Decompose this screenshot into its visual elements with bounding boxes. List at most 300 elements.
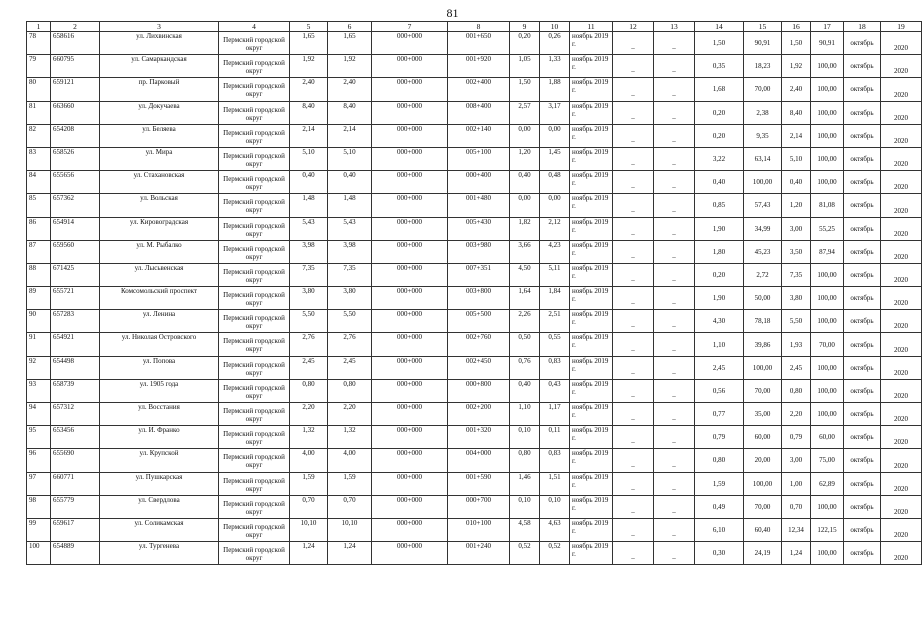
value-17: 100,00 [811,356,844,379]
road-code: 654208 [51,124,100,147]
value-12: – [613,263,654,286]
value-17: 100,00 [811,124,844,147]
row-number: 80 [27,78,51,101]
end-km: 007+351 [448,263,510,286]
district: Пермский городской округ [219,263,290,286]
repair-month: октябрь [844,171,881,194]
repair-month: октябрь [844,333,881,356]
value-9: 4,50 [510,263,540,286]
value-12: – [613,194,654,217]
value-10: 0,00 [540,124,570,147]
value-14: 0,56 [695,379,744,402]
road-name: ул. Лихвинская [100,32,219,55]
header-cell-6: 6 [328,22,372,32]
row-number: 90 [27,310,51,333]
end-km: 008+400 [448,101,510,124]
row-number: 92 [27,356,51,379]
value-13: – [654,287,695,310]
value-14: 1,59 [695,472,744,495]
repair-year: 2020 [881,518,922,541]
length-total: 5,50 [290,310,328,333]
repair-year: 2020 [881,263,922,286]
value-13: – [654,240,695,263]
road-name: ул. Пушкарская [100,472,219,495]
road-code: 659617 [51,518,100,541]
repair-year: 2020 [881,310,922,333]
start-km: 000+000 [372,379,448,402]
length-municipal: 4,00 [328,449,372,472]
road-code: 657283 [51,310,100,333]
end-km: 001+320 [448,426,510,449]
end-km: 001+240 [448,542,510,565]
inspection-date: ноябрь 2019 г. [570,542,613,565]
road-code: 654921 [51,333,100,356]
header-cell-7: 7 [372,22,448,32]
value-15: 78,18 [744,310,782,333]
value-9: 1,05 [510,55,540,78]
value-14: 4,30 [695,310,744,333]
length-municipal: 0,70 [328,495,372,518]
road-code: 657362 [51,194,100,217]
value-14: 0,77 [695,403,744,426]
road-code: 658526 [51,147,100,170]
value-13: – [654,542,695,565]
value-15: 100,00 [744,171,782,194]
repair-month: октябрь [844,426,881,449]
start-km: 000+000 [372,426,448,449]
value-9: 2,57 [510,101,540,124]
end-km: 003+980 [448,240,510,263]
start-km: 000+000 [372,542,448,565]
end-km: 002+200 [448,403,510,426]
start-km: 000+000 [372,333,448,356]
value-15: 2,72 [744,263,782,286]
row-number: 95 [27,426,51,449]
value-9: 0,10 [510,495,540,518]
value-9: 0,10 [510,426,540,449]
length-total: 4,00 [290,449,328,472]
value-13: – [654,426,695,449]
inspection-date: ноябрь 2019 г. [570,379,613,402]
length-total: 2,45 [290,356,328,379]
table-row [27,403,922,426]
value-15: 100,00 [744,472,782,495]
inspection-date: ноябрь 2019 г. [570,310,613,333]
table-row [27,147,922,170]
value-16: 1,50 [782,32,811,55]
road-name: ул. Николая Островского [100,333,219,356]
length-municipal: 3,80 [328,287,372,310]
value-15: 70,00 [744,495,782,518]
road-name: ул. Тургенева [100,542,219,565]
value-14: 0,20 [695,124,744,147]
value-14: 0,85 [695,194,744,217]
value-17: 100,00 [811,403,844,426]
value-15: 20,00 [744,449,782,472]
value-9: 0,50 [510,333,540,356]
value-17: 90,91 [811,32,844,55]
value-16: 12,34 [782,518,811,541]
row-number: 91 [27,333,51,356]
value-10: 1,33 [540,55,570,78]
district: Пермский городской округ [219,78,290,101]
value-14: 6,10 [695,518,744,541]
row-number: 81 [27,101,51,124]
value-12: – [613,147,654,170]
start-km: 000+000 [372,78,448,101]
value-16: 0,40 [782,171,811,194]
end-km: 002+450 [448,356,510,379]
value-14: 1,90 [695,287,744,310]
value-14: 3,22 [695,147,744,170]
start-km: 000+000 [372,263,448,286]
row-number: 86 [27,217,51,240]
value-16: 2,45 [782,356,811,379]
value-13: – [654,472,695,495]
value-13: – [654,78,695,101]
value-12: – [613,426,654,449]
value-17: 100,00 [811,147,844,170]
road-name: ул. Вольская [100,194,219,217]
district: Пермский городской округ [219,426,290,449]
value-15: 2,38 [744,101,782,124]
inspection-date: ноябрь 2019 г. [570,403,613,426]
value-16: 0,80 [782,379,811,402]
inspection-date: ноябрь 2019 г. [570,78,613,101]
repair-month: октябрь [844,310,881,333]
repair-month: октябрь [844,356,881,379]
value-14: 0,40 [695,171,744,194]
value-14: 0,20 [695,263,744,286]
road-name: ул. Самаркандская [100,55,219,78]
value-16: 3,00 [782,217,811,240]
road-code: 659121 [51,78,100,101]
value-16: 1,92 [782,55,811,78]
length-municipal: 1,65 [328,32,372,55]
value-9: 2,26 [510,310,540,333]
value-9: 0,00 [510,194,540,217]
header-cell-12: 12 [613,22,654,32]
table-row [27,171,922,194]
table-row [27,124,922,147]
road-name: ул. Беляева [100,124,219,147]
value-9: 0,40 [510,171,540,194]
road-name: ул. Кировоградская [100,217,219,240]
table-row [27,518,922,541]
inspection-date: ноябрь 2019 г. [570,263,613,286]
start-km: 000+000 [372,194,448,217]
table-row [27,287,922,310]
repair-month: октябрь [844,217,881,240]
table-body [27,32,922,565]
value-17: 100,00 [811,171,844,194]
table-row [27,472,922,495]
district: Пермский городской округ [219,287,290,310]
table-row [27,32,922,55]
value-14: 0,79 [695,426,744,449]
header-cell-18: 18 [844,22,881,32]
district: Пермский городской округ [219,55,290,78]
repair-month: октябрь [844,194,881,217]
inspection-date: ноябрь 2019 г. [570,101,613,124]
value-13: – [654,101,695,124]
value-15: 9,35 [744,124,782,147]
value-17: 122,15 [811,518,844,541]
header-cell-16: 16 [782,22,811,32]
value-17: 70,00 [811,333,844,356]
end-km: 005+430 [448,217,510,240]
value-12: – [613,356,654,379]
header-cell-1: 1 [27,22,51,32]
value-14: 1,50 [695,32,744,55]
repair-month: октябрь [844,287,881,310]
value-10: 0,52 [540,542,570,565]
inspection-date: ноябрь 2019 г. [570,217,613,240]
value-17: 81,08 [811,194,844,217]
value-13: – [654,403,695,426]
value-16: 1,93 [782,333,811,356]
road-name: Комсомольский проспект [100,287,219,310]
value-13: – [654,217,695,240]
district: Пермский городской округ [219,240,290,263]
value-17: 75,00 [811,449,844,472]
length-total: 1,24 [290,542,328,565]
district: Пермский городской округ [219,379,290,402]
value-10: 0,00 [540,194,570,217]
start-km: 000+000 [372,287,448,310]
value-15: 39,86 [744,333,782,356]
district: Пермский городской округ [219,171,290,194]
value-16: 2,40 [782,78,811,101]
length-municipal: 2,76 [328,333,372,356]
repair-month: октябрь [844,495,881,518]
repair-year: 2020 [881,32,922,55]
value-16: 1,00 [782,472,811,495]
value-14: 0,20 [695,101,744,124]
value-17: 100,00 [811,310,844,333]
row-number: 96 [27,449,51,472]
header-cell-17: 17 [811,22,844,32]
road-code: 663660 [51,101,100,124]
end-km: 001+590 [448,472,510,495]
header-cell-11: 11 [570,22,613,32]
start-km: 000+000 [372,403,448,426]
road-code: 658739 [51,379,100,402]
district: Пермский городской округ [219,495,290,518]
start-km: 000+000 [372,171,448,194]
value-16: 8,40 [782,101,811,124]
header-cell-8: 8 [448,22,510,32]
inspection-date: ноябрь 2019 г. [570,426,613,449]
repair-year: 2020 [881,333,922,356]
header-cell-15: 15 [744,22,782,32]
repair-year: 2020 [881,194,922,217]
table-row [27,101,922,124]
value-12: – [613,171,654,194]
value-15: 100,00 [744,356,782,379]
value-12: – [613,78,654,101]
length-total: 1,48 [290,194,328,217]
value-15: 57,43 [744,194,782,217]
road-code: 655690 [51,449,100,472]
row-number: 93 [27,379,51,402]
value-14: 1,80 [695,240,744,263]
value-13: – [654,379,695,402]
value-14: 2,45 [695,356,744,379]
start-km: 000+000 [372,101,448,124]
row-number: 98 [27,495,51,518]
inspection-date: ноябрь 2019 г. [570,124,613,147]
repair-year: 2020 [881,495,922,518]
road-code: 660795 [51,55,100,78]
value-13: – [654,495,695,518]
road-name: ул. Ленина [100,310,219,333]
value-15: 60,40 [744,518,782,541]
header-cell-5: 5 [290,22,328,32]
value-16: 2,20 [782,403,811,426]
value-17: 100,00 [811,495,844,518]
value-13: – [654,449,695,472]
district: Пермский городской округ [219,32,290,55]
inspection-date: ноябрь 2019 г. [570,472,613,495]
value-17: 100,00 [811,542,844,565]
row-number: 88 [27,263,51,286]
row-number: 84 [27,171,51,194]
end-km: 001+650 [448,32,510,55]
repair-month: октябрь [844,518,881,541]
inspection-date: ноябрь 2019 г. [570,495,613,518]
district: Пермский городской округ [219,147,290,170]
value-12: – [613,101,654,124]
district: Пермский городской округ [219,403,290,426]
table-row [27,449,922,472]
road-name: ул. 1905 года [100,379,219,402]
length-total: 10,10 [290,518,328,541]
table-row [27,542,922,565]
table-row [27,310,922,333]
value-12: – [613,55,654,78]
value-10: 1,88 [540,78,570,101]
value-10: 0,10 [540,495,570,518]
length-total: 1,65 [290,32,328,55]
start-km: 000+000 [372,495,448,518]
value-9: 0,40 [510,379,540,402]
value-15: 63,14 [744,147,782,170]
inspection-date: ноябрь 2019 г. [570,147,613,170]
length-total: 2,76 [290,333,328,356]
value-12: – [613,287,654,310]
value-9: 3,66 [510,240,540,263]
header-cell-10: 10 [540,22,570,32]
end-km: 001+480 [448,194,510,217]
value-12: – [613,472,654,495]
value-10: 2,12 [540,217,570,240]
header-cell-14: 14 [695,22,744,32]
value-15: 70,00 [744,379,782,402]
value-10: 3,17 [540,101,570,124]
value-17: 100,00 [811,379,844,402]
value-16: 3,50 [782,240,811,263]
district: Пермский городской округ [219,310,290,333]
table-row [27,55,922,78]
length-total: 8,40 [290,101,328,124]
inspection-date: ноябрь 2019 г. [570,55,613,78]
road-code: 654498 [51,356,100,379]
value-13: – [654,263,695,286]
road-name: ул. Соликамская [100,518,219,541]
road-code: 655721 [51,287,100,310]
length-municipal: 5,50 [328,310,372,333]
road-name: ул. И. Франко [100,426,219,449]
value-16: 0,70 [782,495,811,518]
row-number: 89 [27,287,51,310]
length-total: 2,40 [290,78,328,101]
repair-year: 2020 [881,449,922,472]
road-name: пр. Парковый [100,78,219,101]
row-number: 94 [27,403,51,426]
value-14: 0,49 [695,495,744,518]
repair-year: 2020 [881,472,922,495]
length-total: 3,80 [290,287,328,310]
header-cell-13: 13 [654,22,695,32]
length-municipal: 1,24 [328,542,372,565]
start-km: 000+000 [372,55,448,78]
value-14: 1,90 [695,217,744,240]
value-9: 1,46 [510,472,540,495]
value-12: – [613,403,654,426]
value-10: 0,26 [540,32,570,55]
start-km: 000+000 [372,472,448,495]
road-register-table [26,21,922,565]
district: Пермский городской округ [219,518,290,541]
row-number: 83 [27,147,51,170]
length-total: 3,98 [290,240,328,263]
inspection-date: ноябрь 2019 г. [570,171,613,194]
value-14: 0,30 [695,542,744,565]
value-13: – [654,310,695,333]
header-cell-4: 4 [219,22,290,32]
start-km: 000+000 [372,449,448,472]
value-10: 1,51 [540,472,570,495]
table-row [27,379,922,402]
end-km: 000+800 [448,379,510,402]
end-km: 002+400 [448,78,510,101]
value-15: 50,00 [744,287,782,310]
value-12: – [613,379,654,402]
repair-month: октябрь [844,240,881,263]
value-13: – [654,32,695,55]
header-cell-3: 3 [100,22,219,32]
length-municipal: 3,98 [328,240,372,263]
road-name: ул. Попова [100,356,219,379]
road-name: ул. Стахановская [100,171,219,194]
value-16: 5,50 [782,310,811,333]
value-10: 0,83 [540,449,570,472]
value-15: 90,91 [744,32,782,55]
table-row [27,333,922,356]
value-9: 1,10 [510,403,540,426]
district: Пермский городской округ [219,356,290,379]
value-12: – [613,518,654,541]
repair-month: октябрь [844,55,881,78]
value-17: 100,00 [811,78,844,101]
inspection-date: ноябрь 2019 г. [570,356,613,379]
road-name: ул. Крупской [100,449,219,472]
value-17: 60,00 [811,426,844,449]
repair-month: октябрь [844,147,881,170]
header-cell-9: 9 [510,22,540,32]
value-15: 18,23 [744,55,782,78]
